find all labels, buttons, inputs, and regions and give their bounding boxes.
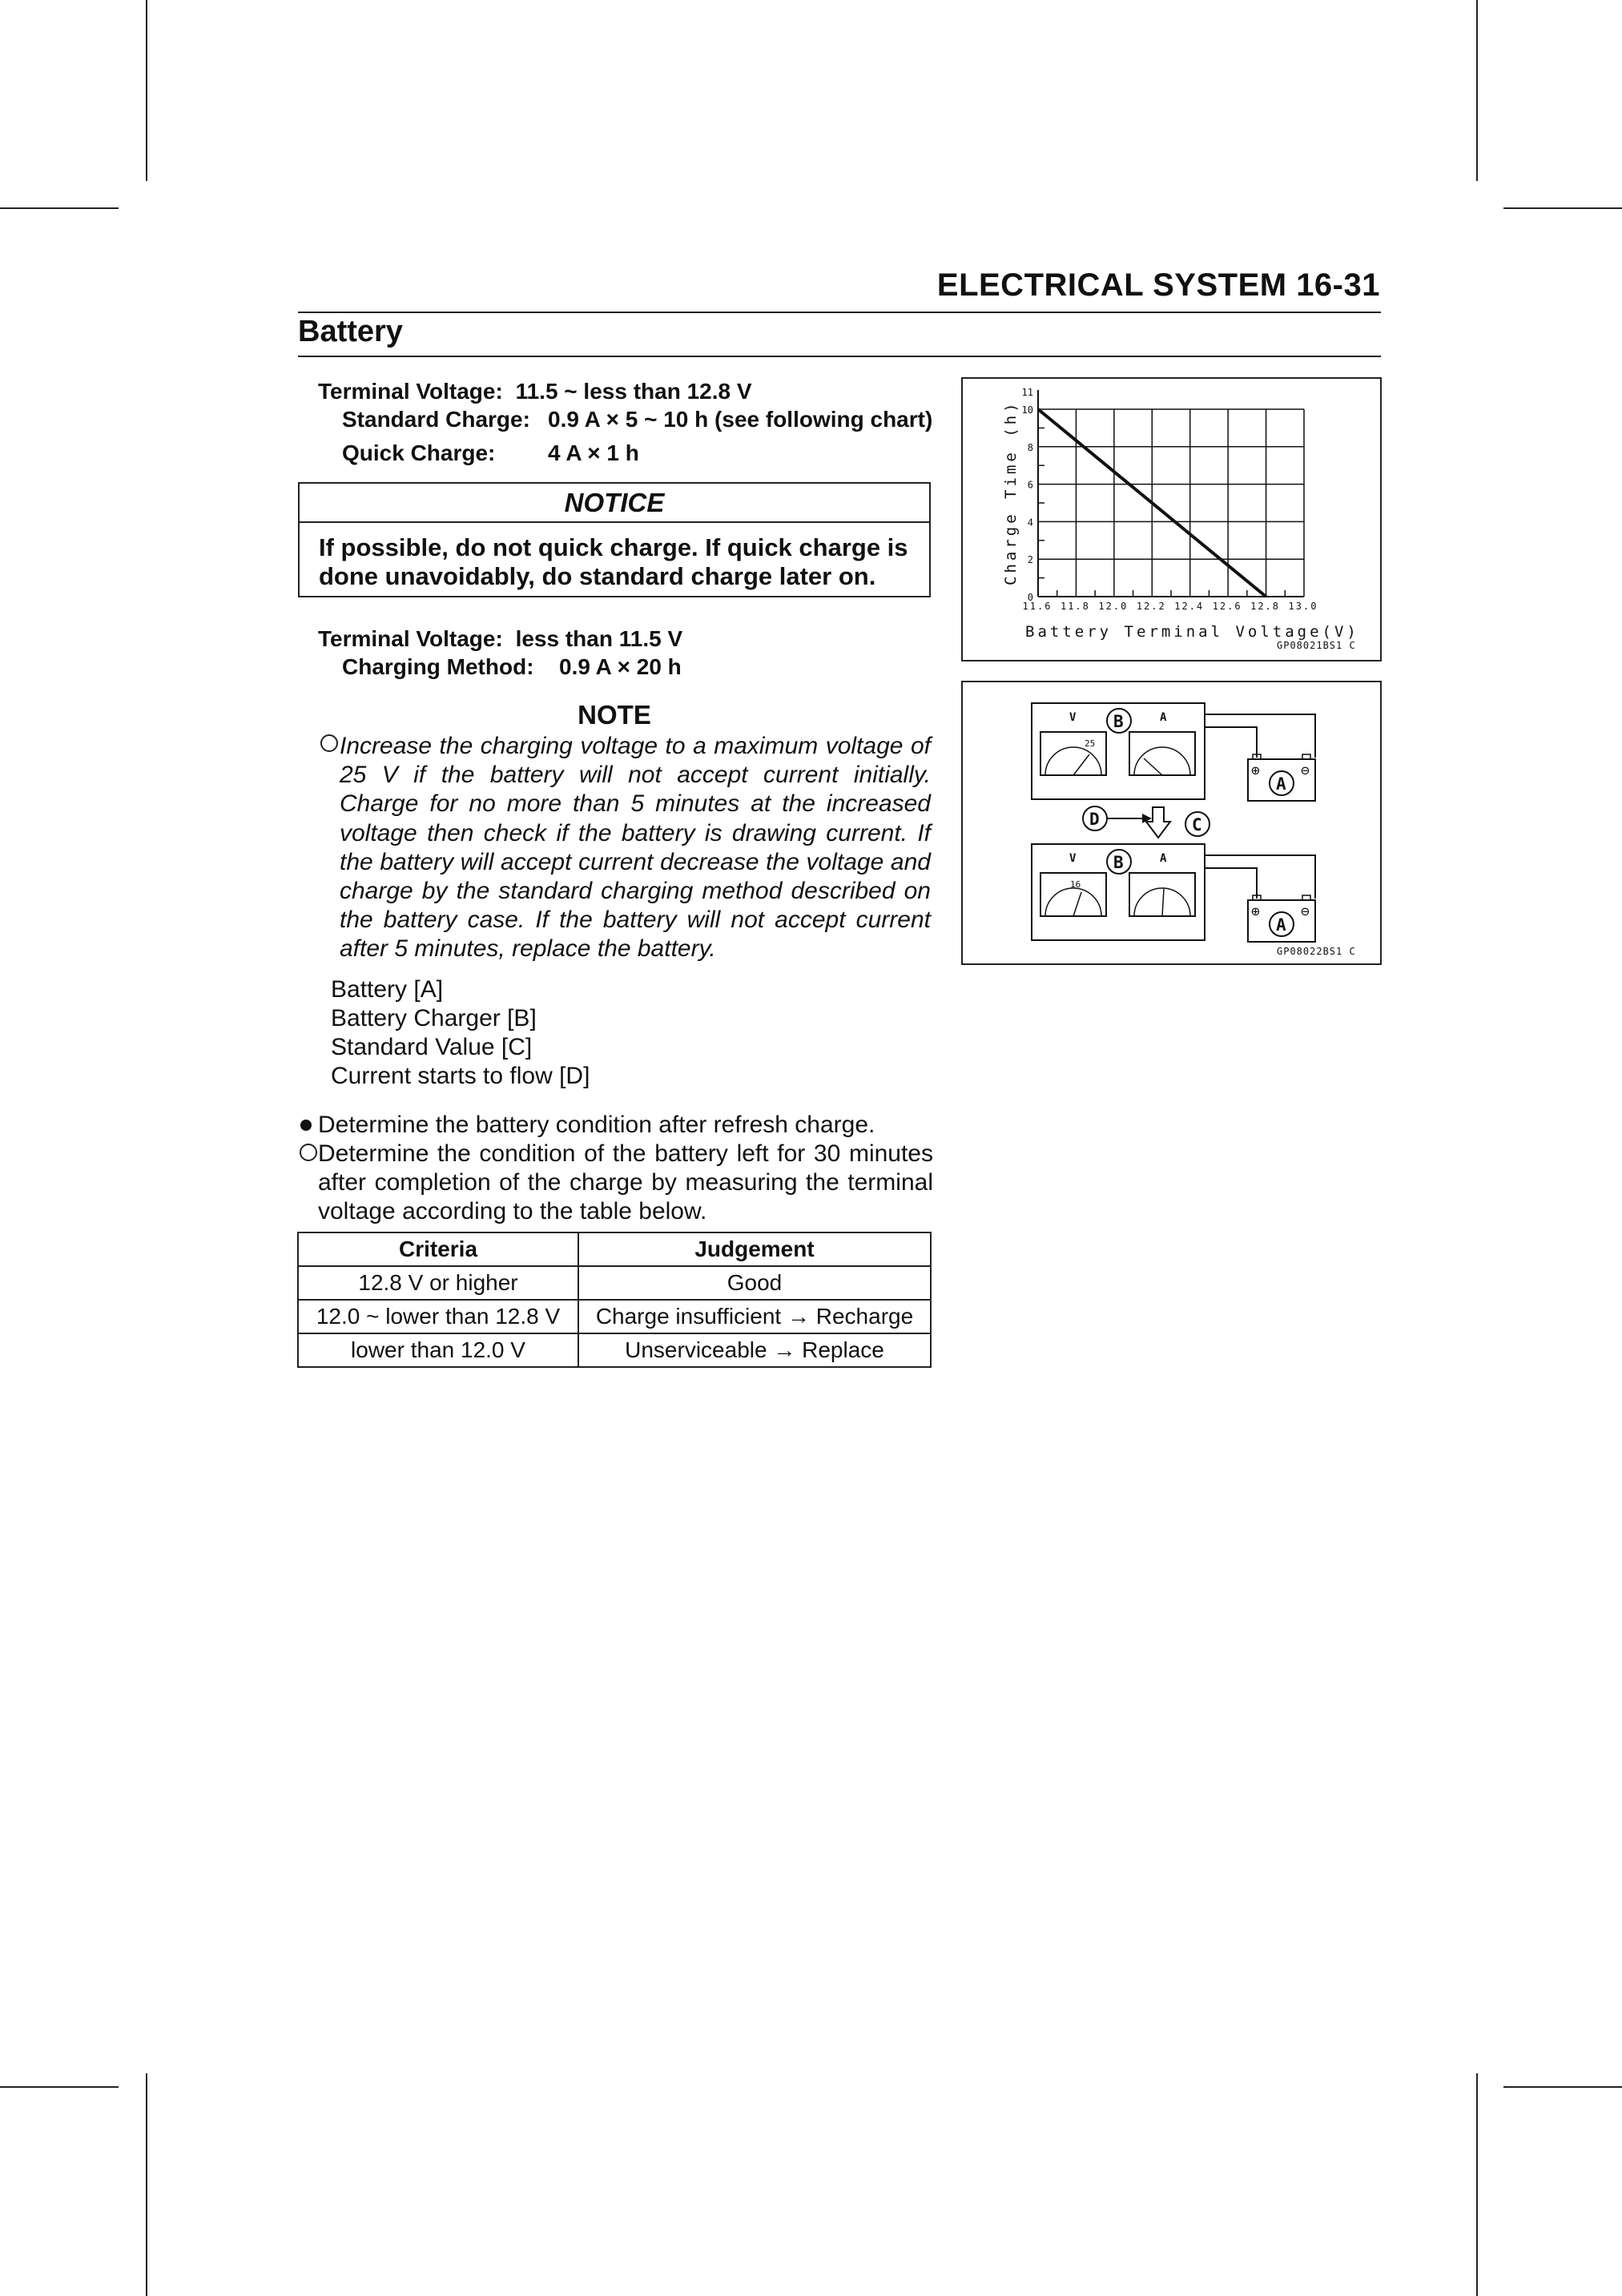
voltmeter-top-reading: 25 <box>1085 738 1096 749</box>
chart-x-axis-label: Battery Terminal Voltage(V) <box>1025 623 1359 641</box>
label-a-bottom: A <box>1276 915 1286 935</box>
spec1-quick-charge-value: 4 A × 1 h <box>548 440 639 465</box>
spec2-charging-method <box>342 654 682 680</box>
spec1-standard-charge-value: 0.9 A × 5 ~ 10 h (see following chart) <box>548 407 933 432</box>
chart-figure-code: GP08021BS1 C <box>1277 640 1356 651</box>
charge-time-chart-figure <box>961 377 1382 661</box>
hollow-bullet-icon <box>300 1144 317 1161</box>
spec1-quick-charge-label: Quick Charge: <box>342 440 496 465</box>
note-body: Increase the charging voltage to a maximum voltage of 25 V if the battery will not accept current initially. Charge for no more than 5 minutes at the increased voltage then check if the battery is drawing current. If the battery will accept current decrease the voltage and charge by the standard charging method described on the battery case. If the battery will not accept current after 5 minutes, replace the battery. <box>340 733 931 963</box>
label-b-bottom: B <box>1113 853 1124 872</box>
voltmeter-bottom-reading: 16 <box>1070 879 1081 890</box>
table-cell: Unserviceable → Replace <box>578 1333 931 1367</box>
spec2-charging-method-label: Charging Method: <box>342 654 534 679</box>
chart-x-tick-label: 12.6 <box>1212 601 1242 612</box>
chart-y-tick-label: 8 <box>1027 441 1033 453</box>
meter-v-label-bottom: V <box>1069 852 1077 865</box>
step-bullet-text: Determine the battery condition after refresh charge. <box>318 1112 875 1138</box>
chart-y-tick-label: 0 <box>1027 592 1033 603</box>
header-rule <box>298 312 1381 313</box>
table-row <box>298 1300 931 1333</box>
label-c: C <box>1192 815 1202 834</box>
solid-bullet-icon <box>300 1120 312 1131</box>
spec1-terminal-voltage-label: Terminal Voltage: <box>318 379 503 404</box>
chart-grid <box>1038 390 1304 597</box>
notice-heading: NOTICE <box>300 484 929 523</box>
table-row <box>298 1333 931 1367</box>
note-hollow-bullet-icon <box>320 734 338 752</box>
table-cell: 12.8 V or higher <box>298 1266 578 1300</box>
svg-text:⊕: ⊕ <box>1251 903 1260 920</box>
chart-x-tick-label: 12.2 <box>1136 601 1166 612</box>
legend-d: Current starts to flow [D] <box>331 1063 590 1089</box>
section-rule <box>298 356 1381 357</box>
spec1-terminal-voltage <box>318 379 752 404</box>
table-header-row <box>298 1232 931 1266</box>
chart-x-tick-label: 12.8 <box>1250 601 1281 612</box>
spec1-standard-charge <box>342 407 933 432</box>
note-heading: NOTE <box>578 700 651 730</box>
ammeter-top <box>1129 732 1195 775</box>
chart-y-tick-label: 6 <box>1027 479 1033 491</box>
svg-text:⊖: ⊖ <box>1301 903 1310 920</box>
label-b: B <box>1113 712 1124 731</box>
chart-x-tick-label: 12.4 <box>1174 601 1205 612</box>
spec2-terminal-voltage <box>318 626 682 652</box>
chart-y-tick-label: 10 <box>1021 404 1033 416</box>
voltmeter-needle-top <box>1073 754 1089 775</box>
chart-x-ticks <box>1023 601 1318 612</box>
meter-a-label-bottom: A <box>1160 852 1167 865</box>
chart-y-tick-label: 11 <box>1021 387 1033 398</box>
spec1-terminal-voltage-value: 11.5 ~ less than 12.8 V <box>515 379 752 404</box>
table-cell: Good <box>578 1266 931 1300</box>
section-title: Battery <box>298 315 403 348</box>
meter-v-label: V <box>1069 711 1077 724</box>
label-a-top: A <box>1276 774 1286 794</box>
chart-y-tick-label: 2 <box>1027 554 1033 566</box>
spec1-quick-charge <box>342 440 639 466</box>
page-header-title: ELECTRICAL SYSTEM 16-31 <box>936 267 1380 303</box>
down-arrow-icon <box>1146 807 1170 838</box>
legend-c: Standard Value [C] <box>331 1034 533 1060</box>
chart-y-ticks <box>1022 387 1033 603</box>
table-cell: 12.0 ~ lower than 12.8 V <box>298 1300 578 1333</box>
chart-x-tick-label: 12.0 <box>1098 601 1129 612</box>
charger-wiring-diagram <box>961 681 1382 965</box>
table-header-criteria: Criteria <box>298 1232 578 1266</box>
voltmeter-top <box>1040 732 1106 775</box>
table-cell: Charge insufficient → Recharge <box>578 1300 931 1333</box>
legend-b: Battery Charger [B] <box>331 1005 537 1031</box>
svg-text:⊕: ⊕ <box>1251 762 1260 779</box>
chart-x-tick-label: 13.0 <box>1288 601 1318 612</box>
label-d: D <box>1089 810 1100 829</box>
criteria-table <box>297 1232 932 1368</box>
notice-body: If possible, do not quick charge. If quick charge is done unavoidably, do standard charge later on. <box>319 533 908 590</box>
chart-y-tick-label: 4 <box>1027 517 1033 529</box>
spec2-terminal-voltage-label: Terminal Voltage: <box>318 626 503 651</box>
legend-a: Battery [A] <box>331 976 444 1003</box>
spec2-terminal-voltage-value: less than 11.5 V <box>515 626 683 651</box>
step-sub-text: Determine the condition of the battery left for 30 minutes after completion of the charge by measuring the terminal voltage according to the table below. <box>318 1140 933 1224</box>
ammeter-needle-top <box>1144 758 1162 775</box>
spec2-charging-method-value: 0.9 A × 20 h <box>559 654 682 679</box>
meter-a-label: A <box>1160 711 1167 724</box>
chart-x-tick-label: 11.8 <box>1060 601 1090 612</box>
chart-x-tick-label: 11.6 <box>1022 601 1052 612</box>
chart-y-axis-label: Charge Time (h) <box>1002 400 1020 585</box>
table-row <box>298 1266 931 1300</box>
diagram-figure-code: GP08022BS1 C <box>1277 946 1356 957</box>
spec1-standard-charge-label: Standard Charge: <box>342 407 530 432</box>
table-header-judgement: Judgement <box>578 1232 931 1266</box>
charge-time-chart <box>963 379 1380 660</box>
svg-text:⊖: ⊖ <box>1301 762 1310 779</box>
notice-box <box>298 482 931 597</box>
table-cell: lower than 12.0 V <box>298 1333 578 1367</box>
